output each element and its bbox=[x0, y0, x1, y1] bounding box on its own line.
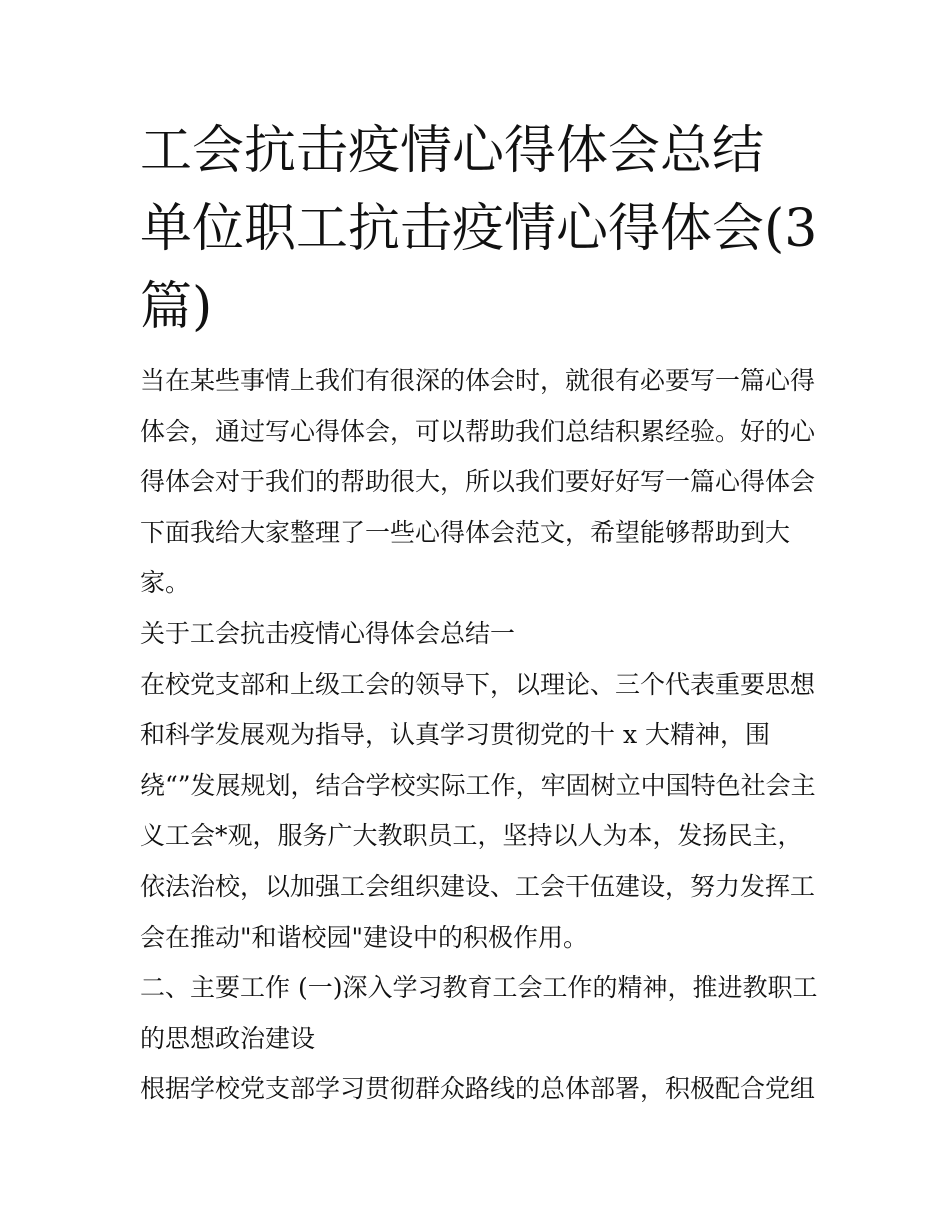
section-heading-main-work: 二、主要工作 (一)深入学习教育工会工作的精神，推进教职工的思想政治建设 bbox=[140, 973, 818, 1053]
paragraph-guidance: 在校党支部和上级工会的领导下，以理论、三个代表重要思想和科学发展观为指导，认真学习贯彻党的十 x 大精神，围绕“”发展规划，结合学校实际工作，牢固树立中国特色社会主义工会*观，服务广大教职员工，坚持以人为本，发扬民主，依法治校，以加强工会组织建设、工会干伍建设，努力发挥工会在推动"和谐校园"建设中的积极作用。 bbox=[140, 669, 816, 952]
paragraph-intro: 当在某些事情上我们有很深的体会时，就很有必要写一篇心得体会，通过写心得体会，可以帮助我们总结积累经验。好的心得体会对于我们的帮助很大，所以我们要好好写一篇心得体会下面我给大家整理了一些心得体会范文，希望能够帮助到大家。 bbox=[140, 366, 816, 598]
document-title: 工会抗击疫情心得体会总结 单位职工抗击疫情心得体会(3篇) bbox=[140, 121, 818, 337]
paragraph-party-branch: 根据学校党支部学习贯彻群众路线的总体部署，积极配合党组 bbox=[140, 1074, 816, 1104]
document-content bbox=[140, 112, 820, 1115]
document-body bbox=[140, 356, 820, 1115]
section-heading-one: 关于工会抗击疫情心得体会总结一 bbox=[140, 618, 516, 648]
